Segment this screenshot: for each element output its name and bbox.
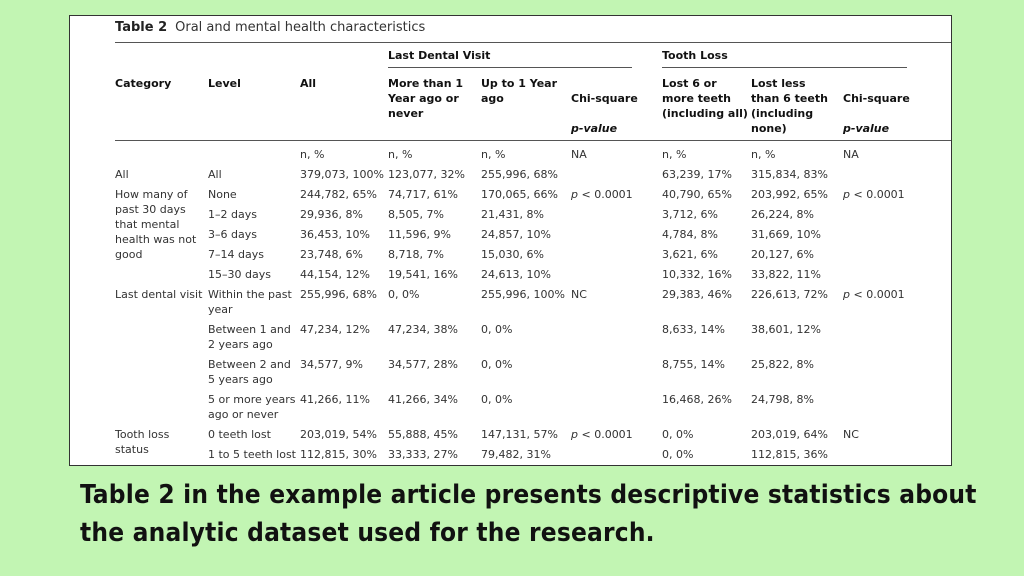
cell-all: 255,996, 68% bbox=[300, 288, 377, 301]
cell-lostless: n, % bbox=[751, 148, 776, 161]
cell-lost6: 8,633, 14% bbox=[662, 323, 725, 336]
cell-chi2: NC bbox=[843, 428, 859, 441]
cell-lostless: 26,224, 8% bbox=[751, 208, 814, 221]
slide-caption bbox=[80, 476, 1010, 552]
cell-lost6: 29,383, 46% bbox=[662, 288, 732, 301]
colhead-chi-square-dental bbox=[571, 76, 638, 136]
cell-all: 112,815, 30% bbox=[300, 448, 377, 461]
header-rule bbox=[115, 140, 952, 141]
cell-upto: 79,482, 31% bbox=[481, 448, 551, 461]
cell-category: All bbox=[115, 168, 129, 181]
cell-chi1: NC bbox=[571, 288, 587, 301]
table-panel bbox=[69, 15, 952, 466]
cell-lostless: 315,834, 83% bbox=[751, 168, 828, 181]
group-header-dental-visit: Last Dental Visit bbox=[388, 49, 491, 62]
cell-level: None bbox=[208, 188, 237, 201]
cell-upto: 255,996, 100% bbox=[481, 288, 565, 301]
cell-lostless: 24,798, 8% bbox=[751, 393, 814, 406]
cell-chi1: p < 0.0001 bbox=[571, 188, 633, 201]
cell-upto: n, % bbox=[481, 148, 506, 161]
cell-level: 0 teeth lost bbox=[208, 428, 271, 441]
chi-label: Chi-square bbox=[571, 92, 638, 105]
cell-all: 34,577, 9% bbox=[300, 358, 363, 371]
cell-lost6: 10,332, 16% bbox=[662, 268, 732, 281]
cell-more: 33,333, 27% bbox=[388, 448, 458, 461]
cell-more: 11,596, 9% bbox=[388, 228, 451, 241]
top-rule bbox=[115, 42, 952, 43]
colhead-lost-6-or-more: Lost 6 or more teeth (including all) bbox=[662, 77, 748, 120]
cell-all: 47,234, 12% bbox=[300, 323, 370, 336]
table-caption: Oral and mental health characteristics bbox=[175, 20, 426, 35]
cell-level: 7–14 days bbox=[208, 248, 264, 261]
cell-lost6: 4,784, 8% bbox=[662, 228, 718, 241]
cell-upto: 255,996, 68% bbox=[481, 168, 558, 181]
cell-more: 8,505, 7% bbox=[388, 208, 444, 221]
cell-chi1: NA bbox=[571, 148, 587, 161]
cell-lostless: 31,669, 10% bbox=[751, 228, 821, 241]
colhead-all: All bbox=[300, 77, 317, 90]
chi-label: Chi-square bbox=[843, 92, 910, 105]
cell-category: Tooth loss status bbox=[115, 428, 170, 456]
cell-level: 1 to 5 teeth lost bbox=[208, 448, 296, 461]
cell-upto: 0, 0% bbox=[481, 393, 513, 406]
cell-level: Between 1 and 2 years ago bbox=[208, 323, 291, 351]
cell-upto: 170,065, 66% bbox=[481, 188, 558, 201]
cell-lost6: 3,621, 6% bbox=[662, 248, 718, 261]
cell-level: 1–2 days bbox=[208, 208, 257, 221]
cell-category: Last dental visit bbox=[115, 288, 203, 301]
cell-lostless: 38,601, 12% bbox=[751, 323, 821, 336]
cell-upto: 24,857, 10% bbox=[481, 228, 551, 241]
cell-more: 19,541, 16% bbox=[388, 268, 458, 281]
cell-lostless: 203,019, 64% bbox=[751, 428, 828, 441]
cell-lostless: 20,127, 6% bbox=[751, 248, 814, 261]
cell-all: 379,073, 100% bbox=[300, 168, 384, 181]
cell-lost6: 3,712, 6% bbox=[662, 208, 718, 221]
cell-lost6: 16,468, 26% bbox=[662, 393, 732, 406]
cell-chi2: NA bbox=[843, 148, 859, 161]
cell-lost6: 0, 0% bbox=[662, 448, 694, 461]
cell-upto: 0, 0% bbox=[481, 358, 513, 371]
colhead-category: Category bbox=[115, 77, 172, 90]
cell-lostless: 203,992, 65% bbox=[751, 188, 828, 201]
caption-line-1: Table 2 in the example article presents descriptive statistics about bbox=[80, 480, 977, 510]
cell-lost6: 0, 0% bbox=[662, 428, 694, 441]
p-value-label: p-value bbox=[571, 122, 618, 135]
cell-more: 47,234, 38% bbox=[388, 323, 458, 336]
cell-upto: 147,131, 57% bbox=[481, 428, 558, 441]
cell-more: 123,077, 32% bbox=[388, 168, 465, 181]
cell-all: 23,748, 6% bbox=[300, 248, 363, 261]
cell-more: 0, 0% bbox=[388, 288, 420, 301]
table-label: Table 2 bbox=[115, 20, 168, 35]
cell-more: 74,717, 61% bbox=[388, 188, 458, 201]
cell-upto: 0, 0% bbox=[481, 323, 513, 336]
cell-level: All bbox=[208, 168, 222, 181]
cell-all: 36,453, 10% bbox=[300, 228, 370, 241]
cell-lost6: 63,239, 17% bbox=[662, 168, 732, 181]
group-rule-dental bbox=[388, 67, 632, 68]
cell-all: 29,936, 8% bbox=[300, 208, 363, 221]
cell-category: How many of past 30 days that mental health was not good bbox=[115, 188, 197, 261]
cell-more: 55,888, 45% bbox=[388, 428, 458, 441]
cell-lostless: 226,613, 72% bbox=[751, 288, 828, 301]
cell-all: n, % bbox=[300, 148, 325, 161]
cell-more: n, % bbox=[388, 148, 413, 161]
cell-lost6: n, % bbox=[662, 148, 687, 161]
group-rule-tooth bbox=[662, 67, 907, 68]
colhead-up-to-1-year: Up to 1 Year ago bbox=[481, 77, 558, 105]
cell-more: 34,577, 28% bbox=[388, 358, 458, 371]
cell-lostless: 25,822, 8% bbox=[751, 358, 814, 371]
cell-upto: 21,431, 8% bbox=[481, 208, 544, 221]
cell-level: Within the past year bbox=[208, 288, 292, 316]
cell-lostless: 33,822, 11% bbox=[751, 268, 821, 281]
cell-chi2: p < 0.0001 bbox=[843, 288, 905, 301]
cell-upto: 15,030, 6% bbox=[481, 248, 544, 261]
cell-lost6: 40,790, 65% bbox=[662, 188, 732, 201]
cell-chi1: p < 0.0001 bbox=[571, 428, 633, 441]
caption-line-2: the analytic dataset used for the research. bbox=[80, 518, 655, 548]
colhead-chi-square-tooth bbox=[843, 76, 910, 136]
cell-more: 8,718, 7% bbox=[388, 248, 444, 261]
cell-chi2: p < 0.0001 bbox=[843, 188, 905, 201]
cell-all: 41,266, 11% bbox=[300, 393, 370, 406]
cell-all: 44,154, 12% bbox=[300, 268, 370, 281]
colhead-lost-less-than-6: Lost less than 6 teeth (including none) bbox=[751, 77, 828, 135]
cell-all: 203,019, 54% bbox=[300, 428, 377, 441]
cell-upto: 24,613, 10% bbox=[481, 268, 551, 281]
colhead-more-than-1-year: More than 1 Year ago or never bbox=[388, 77, 464, 120]
group-header-tooth-loss: Tooth Loss bbox=[662, 49, 728, 62]
cell-level: 15–30 days bbox=[208, 268, 271, 281]
cell-level: Between 2 and 5 years ago bbox=[208, 358, 291, 386]
cell-lostless: 112,815, 36% bbox=[751, 448, 828, 461]
cell-level: 3–6 days bbox=[208, 228, 257, 241]
colhead-level: Level bbox=[208, 77, 241, 90]
p-value-label: p-value bbox=[843, 122, 890, 135]
cell-lost6: 8,755, 14% bbox=[662, 358, 725, 371]
cell-level: 5 or more years ago or never bbox=[208, 393, 296, 421]
cell-more: 41,266, 34% bbox=[388, 393, 458, 406]
cell-all: 244,782, 65% bbox=[300, 188, 377, 201]
table-title bbox=[115, 20, 425, 35]
